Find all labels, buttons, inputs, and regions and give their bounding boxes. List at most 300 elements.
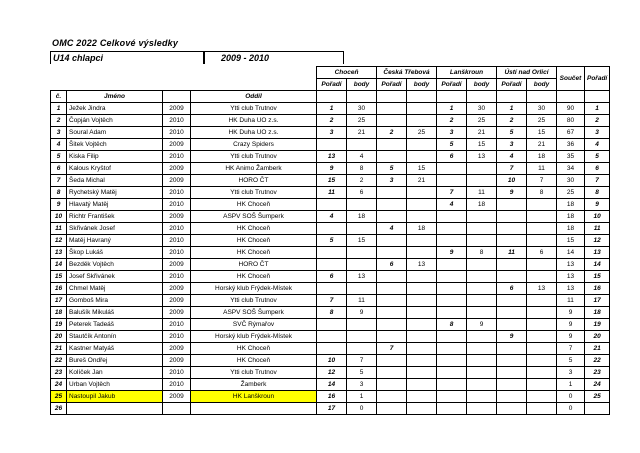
spacer-cell-1 [51,67,67,91]
cell-soucet: 34 [557,163,585,175]
cell-cislo: 23 [51,367,67,379]
cell-oddil: HK Animo Žamberk [191,163,317,175]
column-header-body-chocen: body [347,79,377,91]
cell-oddil: HK Choceň [191,199,317,211]
cell-body-chocen [347,343,377,355]
cell-poradi-ceska-trebova [377,319,407,331]
cell-cislo: 8 [51,187,67,199]
cell-cislo: 12 [51,235,67,247]
cell-cislo: 19 [51,319,67,331]
table-row[interactable] [51,223,610,235]
cell-jmeno: Kastner Matyáš [67,343,163,355]
cell-jmeno: Soural Adam [67,127,163,139]
cell-body-lanskroun [467,271,497,283]
cell-oddil: Horský klub Frýdek-Místek [191,331,317,343]
cell-soucet: 30 [557,175,585,187]
cell-cislo: 25 [51,391,67,403]
cell-poradi-usti [497,199,527,211]
column-header-blank-8 [527,91,557,103]
cell-body-chocen: 9 [347,307,377,319]
column-header-soucet: Součet [557,67,585,91]
cell-body-usti [527,211,557,223]
cell-poradi-ceska-trebova [377,199,407,211]
cell-body-ceska-trebova: 18 [407,223,437,235]
cell-body-chocen: 6 [347,187,377,199]
cell-jmeno: Urban Vojtěch [67,379,163,391]
cell-body-lanskroun: 25 [467,115,497,127]
cell-rok: 2009 [163,295,191,307]
cell-soucet: 18 [557,223,585,235]
table-row[interactable] [51,235,610,247]
cell-rok: 2009 [163,355,191,367]
cell-oddil: HK Choceň [191,235,317,247]
spacer-cell-3 [163,67,191,91]
cell-poradi-ceska-trebova [377,139,407,151]
cell-body-lanskroun [467,343,497,355]
cell-poradi-ceska-trebova [377,367,407,379]
cell-poradi-ceska-trebova [377,283,407,295]
cell-poradi-lanskroun [437,355,467,367]
table-row[interactable] [51,187,610,199]
cell-soucet: 25 [557,187,585,199]
table-row[interactable] [51,103,610,115]
cell-soucet: 90 [557,103,585,115]
cell-oddil: SVČ Rýmařov [191,319,317,331]
cell-oddil: Crazy Spiders [191,139,317,151]
table-row[interactable] [51,391,610,403]
cell-soucet: 36 [557,139,585,151]
cell-poradi-ceska-trebova: 6 [377,259,407,271]
table-row[interactable] [51,139,610,151]
cell-body-lanskroun [467,331,497,343]
cell-body-chocen [347,223,377,235]
cell-oddil: Ytti club Trutnov [191,367,317,379]
cell-poradi-lanskroun [437,331,467,343]
cell-body-ceska-trebova [407,331,437,343]
cell-body-chocen: 0 [347,403,377,415]
cell-poradi-ceska-trebova [377,403,407,415]
cell-poradi-chocen: 5 [317,235,347,247]
column-header-cislo: č. [51,91,67,103]
cell-poradi-ceska-trebova: 5 [377,163,407,175]
cell-soucet: 11 [557,295,585,307]
cell-body-ceska-trebova [407,211,437,223]
cell-poradi-lanskroun: 9 [437,247,467,259]
cell-body-lanskroun [467,403,497,415]
column-header-poradi-lanskroun: Pořadí [437,79,467,91]
cell-body-lanskroun [467,391,497,403]
table-row[interactable] [51,403,610,415]
column-header-blank-5 [437,91,467,103]
cell-body-chocen: 4 [347,151,377,163]
cell-rok [163,403,191,415]
cell-poradi-lanskroun [437,163,467,175]
cell-oddil: Ytti club Trutnov [191,151,317,163]
cell-soucet: 5 [557,355,585,367]
cell-rank: 1 [585,103,610,115]
cell-cislo: 20 [51,331,67,343]
cell-body-usti [527,235,557,247]
cell-poradi-usti: 1 [497,103,527,115]
column-header-oddil: Oddíl [191,91,317,103]
cell-body-ceska-trebova [407,319,437,331]
subtitle-row [50,51,640,64]
table-row[interactable] [51,151,610,163]
cell-body-chocen [347,247,377,259]
cell-soucet: 7 [557,343,585,355]
cell-poradi-chocen [317,283,347,295]
cell-poradi-lanskroun [437,343,467,355]
cell-poradi-lanskroun: 5 [437,139,467,151]
cell-rok: 2010 [163,223,191,235]
cell-soucet: 3 [557,367,585,379]
table-row[interactable] [51,295,610,307]
cell-rok: 2010 [163,367,191,379]
cell-body-chocen: 13 [347,271,377,283]
cell-poradi-ceska-trebova [377,115,407,127]
cell-poradi-usti: 9 [497,331,527,343]
group-header-lanskroun: Lanškroun [437,67,497,79]
cell-poradi-lanskroun [437,367,467,379]
cell-body-chocen [347,331,377,343]
cell-rok: 2010 [163,115,191,127]
cell-body-ceska-trebova [407,403,437,415]
column-header-blank-2 [347,91,377,103]
cell-body-lanskroun: 15 [467,139,497,151]
cell-body-ceska-trebova: 25 [407,127,437,139]
cell-oddil: HORO ČT [191,259,317,271]
cell-body-ceska-trebova [407,283,437,295]
cell-rok: 2010 [163,151,191,163]
results-table [50,66,610,415]
cell-body-chocen [347,319,377,331]
cell-poradi-usti [497,259,527,271]
cell-cislo: 13 [51,247,67,259]
table-row[interactable] [51,163,610,175]
cell-body-usti: 6 [527,247,557,259]
cell-poradi-lanskroun: 4 [437,199,467,211]
cell-cislo: 16 [51,283,67,295]
cell-rok: 2010 [163,187,191,199]
cell-cislo: 11 [51,223,67,235]
cell-jmeno [67,403,163,415]
cell-soucet: 9 [557,307,585,319]
cell-jmeno: Josef Skřivánek [67,271,163,283]
cell-rank: 7 [585,175,610,187]
cell-rank: 12 [585,235,610,247]
cell-rank: 24 [585,379,610,391]
cell-body-ceska-trebova [407,115,437,127]
cell-oddil: HK Choceň [191,247,317,259]
cell-rok: 2009 [163,307,191,319]
cell-poradi-chocen [317,343,347,355]
cell-poradi-usti: 3 [497,139,527,151]
cell-poradi-chocen: 13 [317,151,347,163]
cell-rok: 2009 [163,211,191,223]
group-header-usti-nad-orlici: Ústí nad Orlicí [497,67,557,79]
table-row[interactable] [51,271,610,283]
cell-poradi-ceska-trebova [377,271,407,283]
table-row[interactable] [51,175,610,187]
cell-body-lanskroun [467,223,497,235]
cell-jmeno: Skřivánek Josef [67,223,163,235]
group-header-ceska-trebova: Česká Třebová [377,67,437,79]
cell-rok: 2010 [163,331,191,343]
cell-body-usti [527,199,557,211]
cell-poradi-ceska-trebova: 3 [377,175,407,187]
cell-body-usti: 30 [527,103,557,115]
table-row[interactable] [51,331,610,343]
cell-poradi-ceska-trebova: 7 [377,343,407,355]
cell-rok: 2009 [163,175,191,187]
cell-poradi-usti [497,319,527,331]
cell-poradi-chocen: 4 [317,211,347,223]
cell-soucet: 15 [557,235,585,247]
cell-body-lanskroun [467,163,497,175]
column-header-blank-4 [407,91,437,103]
cell-body-usti: 11 [527,163,557,175]
cell-body-usti [527,403,557,415]
cell-rok: 2009 [163,103,191,115]
cell-rank: 15 [585,271,610,283]
cell-body-lanskroun [467,355,497,367]
cell-poradi-chocen: 16 [317,391,347,403]
cell-body-ceska-trebova [407,247,437,259]
column-header-blank-1 [317,91,347,103]
cell-rank: 13 [585,247,610,259]
cell-body-chocen: 8 [347,163,377,175]
cell-poradi-lanskroun: 8 [437,319,467,331]
cell-body-chocen: 11 [347,295,377,307]
cell-poradi-usti [497,355,527,367]
cell-rank: 8 [585,187,610,199]
cell-body-lanskroun [467,379,497,391]
cell-oddil: Ytti club Trutnov [191,295,317,307]
cell-cislo: 17 [51,295,67,307]
cell-poradi-chocen: 8 [317,307,347,319]
cell-poradi-ceska-trebova [377,379,407,391]
cell-body-ceska-trebova [407,379,437,391]
cell-body-ceska-trebova [407,307,437,319]
cell-jmeno: Balušík Mikuláš [67,307,163,319]
cell-poradi-lanskroun [437,403,467,415]
cell-oddil: HK Duha UO z.s. [191,115,317,127]
cell-soucet: 9 [557,331,585,343]
cell-poradi-usti [497,343,527,355]
cell-body-chocen: 15 [347,235,377,247]
cell-cislo: 5 [51,151,67,163]
cell-poradi-chocen: 3 [317,127,347,139]
cell-rank: 4 [585,139,610,151]
cell-cislo: 6 [51,163,67,175]
cell-cislo: 4 [51,139,67,151]
cell-body-ceska-trebova [407,235,437,247]
cell-body-usti: 18 [527,151,557,163]
cell-poradi-usti: 6 [497,283,527,295]
cell-body-lanskroun [467,175,497,187]
cell-poradi-chocen: 9 [317,163,347,175]
cell-body-usti [527,319,557,331]
cell-soucet: 0 [557,403,585,415]
cell-poradi-lanskroun: 2 [437,115,467,127]
column-header-blank-10 [585,91,610,103]
cell-rank: 14 [585,259,610,271]
cell-rank: 5 [585,151,610,163]
table-row[interactable] [51,367,610,379]
cell-rok: 2010 [163,319,191,331]
cell-oddil: HK Duha UO z.s. [191,127,317,139]
cell-body-lanskroun [467,259,497,271]
cell-poradi-ceska-trebova [377,151,407,163]
spacer-cell-4 [191,67,317,91]
cell-jmeno: Čopján Vojtěch [67,115,163,127]
cell-poradi-ceska-trebova [377,331,407,343]
cell-body-ceska-trebova [407,139,437,151]
table-row[interactable] [51,199,610,211]
cell-body-chocen [347,259,377,271]
cell-poradi-chocen [317,223,347,235]
cell-body-chocen [347,199,377,211]
cell-poradi-ceska-trebova [377,247,407,259]
table-column-header-row [51,91,610,103]
cell-poradi-usti [497,235,527,247]
table-row[interactable] [51,343,610,355]
cell-rok: 2010 [163,247,191,259]
cell-poradi-ceska-trebova [377,211,407,223]
cell-oddil: ASPV SOŠ Šumperk [191,307,317,319]
cell-cislo: 2 [51,115,67,127]
cell-body-ceska-trebova [407,271,437,283]
table-row[interactable] [51,115,610,127]
cell-poradi-usti: 4 [497,151,527,163]
cell-rank: 9 [585,199,610,211]
cell-rok: 2010 [163,235,191,247]
document-title: OMC 2022 Celkové výsledky [52,38,179,48]
cell-body-usti: 8 [527,187,557,199]
cell-poradi-lanskroun: 7 [437,187,467,199]
cell-body-chocen: 5 [347,367,377,379]
cell-rok: 2009 [163,139,191,151]
cell-poradi-ceska-trebova: 2 [377,127,407,139]
cell-poradi-usti [497,379,527,391]
cell-body-ceska-trebova [407,103,437,115]
cell-body-usti [527,355,557,367]
cell-oddil: HK Choceň [191,223,317,235]
cell-poradi-chocen [317,319,347,331]
cell-body-lanskroun [467,283,497,295]
cell-poradi-chocen [317,259,347,271]
cell-poradi-lanskroun: 1 [437,103,467,115]
category-label: U14 chlapci [50,51,204,64]
cell-body-lanskroun [467,367,497,379]
cell-jmeno: Šitek Vojtěch [67,139,163,151]
cell-body-usti [527,223,557,235]
spacer-cell-2 [67,67,163,91]
cell-poradi-ceska-trebova [377,103,407,115]
cell-poradi-ceska-trebova [377,187,407,199]
cell-body-lanskroun [467,307,497,319]
cell-rok: 2009 [163,343,191,355]
column-header-blank-6 [467,91,497,103]
cell-rank: 17 [585,295,610,307]
cell-soucet: 13 [557,271,585,283]
cell-rank: 3 [585,127,610,139]
cell-poradi-usti [497,391,527,403]
column-header-jmeno: Jméno [67,91,163,103]
cell-poradi-usti [497,307,527,319]
cell-poradi-ceska-trebova [377,355,407,367]
cell-body-usti [527,259,557,271]
cell-body-chocen: 3 [347,379,377,391]
table-row[interactable] [51,307,610,319]
cell-body-usti [527,271,557,283]
cell-body-lanskroun: 9 [467,319,497,331]
cell-body-chocen: 21 [347,127,377,139]
table-row[interactable] [51,283,610,295]
cell-jmeno: Ježek Jindra [67,103,163,115]
column-header-rok [163,91,191,103]
cell-body-chocen: 7 [347,355,377,367]
cell-rok: 2010 [163,199,191,211]
table-row[interactable] [51,247,610,259]
cell-rank: 6 [585,163,610,175]
cell-poradi-usti: 7 [497,163,527,175]
cell-rank: 19 [585,319,610,331]
cell-poradi-lanskroun: 6 [437,151,467,163]
cell-poradi-chocen: 12 [317,367,347,379]
cell-poradi-usti [497,367,527,379]
cell-body-lanskroun [467,211,497,223]
cell-rank: 16 [585,283,610,295]
cell-body-usti: 25 [527,115,557,127]
cell-body-lanskroun: 18 [467,199,497,211]
cell-jmeno: Kiska Filip [67,151,163,163]
table-row[interactable] [51,259,610,271]
cell-poradi-ceska-trebova: 4 [377,223,407,235]
cell-poradi-chocen: 17 [317,403,347,415]
cell-poradi-lanskroun [437,211,467,223]
cell-rok: 2009 [163,391,191,403]
cell-poradi-usti: 2 [497,115,527,127]
cell-body-chocen [347,283,377,295]
table-row[interactable] [51,211,610,223]
cell-cislo: 18 [51,307,67,319]
cell-cislo: 1 [51,103,67,115]
cell-poradi-chocen [317,139,347,151]
cell-poradi-chocen [317,331,347,343]
table-group-header-row [51,67,610,79]
cell-jmeno: Kalous Kryštof [67,163,163,175]
cell-rank: 10 [585,211,610,223]
cell-body-lanskroun: 13 [467,151,497,163]
cell-rank [585,403,610,415]
cell-poradi-usti: 10 [497,175,527,187]
table-row[interactable] [51,319,610,331]
cell-body-ceska-trebova [407,355,437,367]
cell-soucet: 80 [557,115,585,127]
cell-poradi-chocen: 2 [317,115,347,127]
cell-cislo: 3 [51,127,67,139]
table-row[interactable] [51,127,610,139]
cell-rank: 23 [585,367,610,379]
table-row[interactable] [51,379,610,391]
table-row[interactable] [51,355,610,367]
group-header-chocen: Choceň [317,67,377,79]
cell-poradi-usti [497,403,527,415]
cell-soucet: 13 [557,259,585,271]
cell-poradi-chocen: 7 [317,295,347,307]
cell-body-chocen [347,139,377,151]
